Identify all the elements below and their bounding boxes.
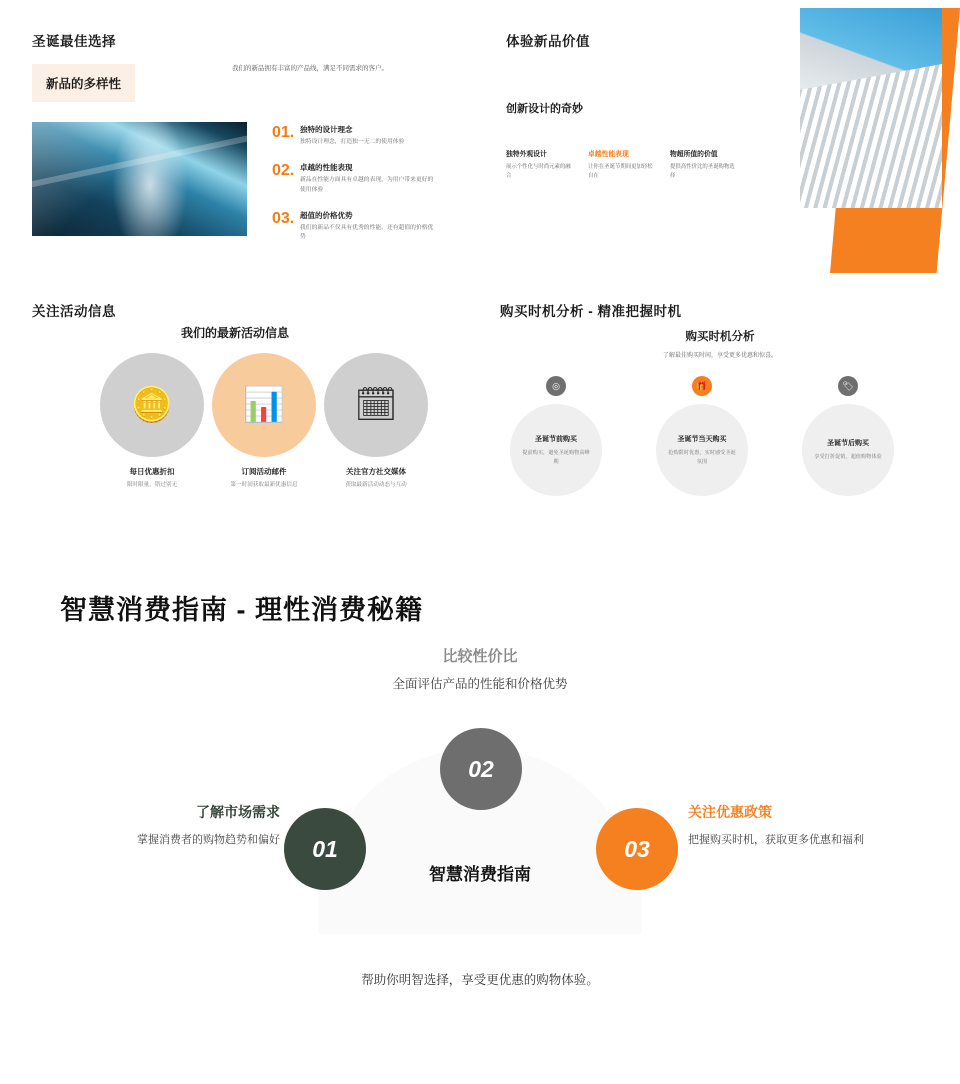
item-heading: 卓越的性能表现 <box>300 162 353 172</box>
caption-heading: 订阅活动邮件 <box>241 467 287 476</box>
slide-product-variety <box>0 0 470 280</box>
column-heading: 物超所值的价值 <box>670 151 718 158</box>
list-item <box>272 124 437 148</box>
slide3-captions <box>100 466 428 490</box>
glass-architecture-photo <box>32 122 247 236</box>
slide5-footer: 帮助你明智选择，享受更优惠的购物体验。 <box>361 973 599 987</box>
node-desc: 享受打折促销，超值购物体验 <box>814 454 882 461</box>
caption-desc: 第一时间获取最新优惠信息 <box>230 482 298 488</box>
slide5-right-block <box>688 802 908 850</box>
slide1-title: 圣诞最佳选择 <box>32 34 116 49</box>
item-desc: 我们的新品不仅具有优秀的性能，还有超值的价格优势 <box>300 224 434 241</box>
slide4-heading: 购买时机分析 <box>685 331 755 343</box>
right-desc: 把握购买时机，获取更多优惠和福利 <box>688 834 864 846</box>
node-desc: 提前购买，避免圣诞购物高峰期 <box>522 449 590 465</box>
step-chip-02: 02 <box>440 728 522 810</box>
column-heading-highlight: 卓越性能表现 <box>588 151 629 158</box>
item-heading: 独特的设计理念 <box>300 125 353 134</box>
node-bubble <box>802 404 894 496</box>
column-desc: 提供高性价比的圣诞购物选择 <box>670 164 735 180</box>
column-heading: 独特外观设计 <box>506 151 547 158</box>
caption-heading: 关注官方社交媒体 <box>346 467 406 476</box>
list-item <box>510 376 602 496</box>
item-desc: 新品在性能方面具有卓越的表现，为用户带来更好的使用体验 <box>300 176 434 193</box>
icon-circle <box>324 353 428 457</box>
slide1-badge: 新品的多样性 <box>32 64 135 102</box>
list-item <box>324 466 428 490</box>
icon-circle <box>100 353 204 457</box>
slide4-subtitle: 了解最佳购买时间，享受更多优惠和惊喜。 <box>662 353 777 359</box>
slide2-columns <box>506 148 746 181</box>
list-item <box>670 148 738 181</box>
item-number: 01. <box>272 124 295 141</box>
item-number: 03. <box>272 209 295 227</box>
page-title: 智慧消费指南 - 理性消费秘籍 <box>60 595 423 625</box>
list-item <box>588 148 656 181</box>
caption-heading: 每日优惠折扣 <box>129 467 175 476</box>
column-desc: 让你在圣诞节期间更加轻松自在 <box>588 164 653 180</box>
list-item <box>656 376 748 496</box>
list-item <box>802 376 894 496</box>
item-heading: 超值的价格优势 <box>300 210 353 220</box>
slide5-left-block <box>60 802 280 850</box>
slide-new-product-value <box>480 0 960 290</box>
list-item <box>100 466 204 490</box>
slide5-center-heading: 比较性价比 <box>442 648 518 665</box>
gift-icon: 🎁 <box>692 376 712 396</box>
slide2-title: 体验新品价值 <box>506 34 590 49</box>
list-item <box>212 466 316 490</box>
modern-building-photo <box>800 8 942 208</box>
column-desc: 展示个性化与时尚元素的融合 <box>506 164 571 180</box>
right-heading: 关注优惠政策 <box>688 804 772 820</box>
step-chip-03: 03 <box>596 808 678 890</box>
slide2-subtitle: 创新设计的奇妙 <box>506 103 583 115</box>
node-heading: 圣诞节前购买 <box>535 435 577 443</box>
slide1-feature-list <box>272 124 437 257</box>
target-icon: ◎ <box>546 376 566 396</box>
slide1-lead: 我们的新品拥有丰富的产品线，满足不同需求的客户。 <box>232 65 388 72</box>
tag-icon: 🏷 <box>838 376 858 396</box>
list-item <box>272 210 437 244</box>
arch-label: 智慧消费指南 <box>429 865 531 884</box>
node-heading: 圣诞节当天购买 <box>677 435 727 443</box>
slide3-title: 关注活动信息 <box>32 304 116 319</box>
node-bubble <box>510 404 602 496</box>
caption-desc: 限时限量，错过别无 <box>126 482 178 488</box>
slide-activity-info <box>0 288 470 518</box>
coins-icon: 🪙 <box>130 386 174 424</box>
slide4-nodes <box>510 376 894 496</box>
slide5-center-subtitle: 全面评估产品的性能和价格优势 <box>392 677 568 691</box>
icon-circle <box>212 353 316 457</box>
node-desc: 抢购限时优惠，实时感受圣诞氛围 <box>668 449 736 465</box>
chart-growth-icon: 📊 <box>242 386 286 424</box>
item-number: 02. <box>272 161 295 179</box>
list-item <box>272 162 437 196</box>
left-heading: 了解市场需求 <box>196 804 280 820</box>
slide3-heading: 我们的最新活动信息 <box>180 326 289 340</box>
slide4-title: 购买时机分析 - 精准把握时机 <box>500 304 682 319</box>
slide3-icon-circles <box>100 353 428 457</box>
node-bubble <box>656 404 748 496</box>
list-item <box>506 148 574 181</box>
calendar-check-icon: 🗓 <box>354 386 398 424</box>
item-desc: 独特设计理念，打造独一无二的使用体验 <box>300 139 405 145</box>
step-chip-01: 01 <box>284 808 366 890</box>
node-heading: 圣诞节后购买 <box>827 440 869 448</box>
slide-purchase-timing <box>480 288 960 518</box>
slide-smart-consumption-guide <box>0 540 960 1084</box>
left-desc: 掌握消费者的购物趋势和偏好 <box>137 834 280 846</box>
caption-desc: 获取最新活动动态与互动 <box>345 482 407 488</box>
